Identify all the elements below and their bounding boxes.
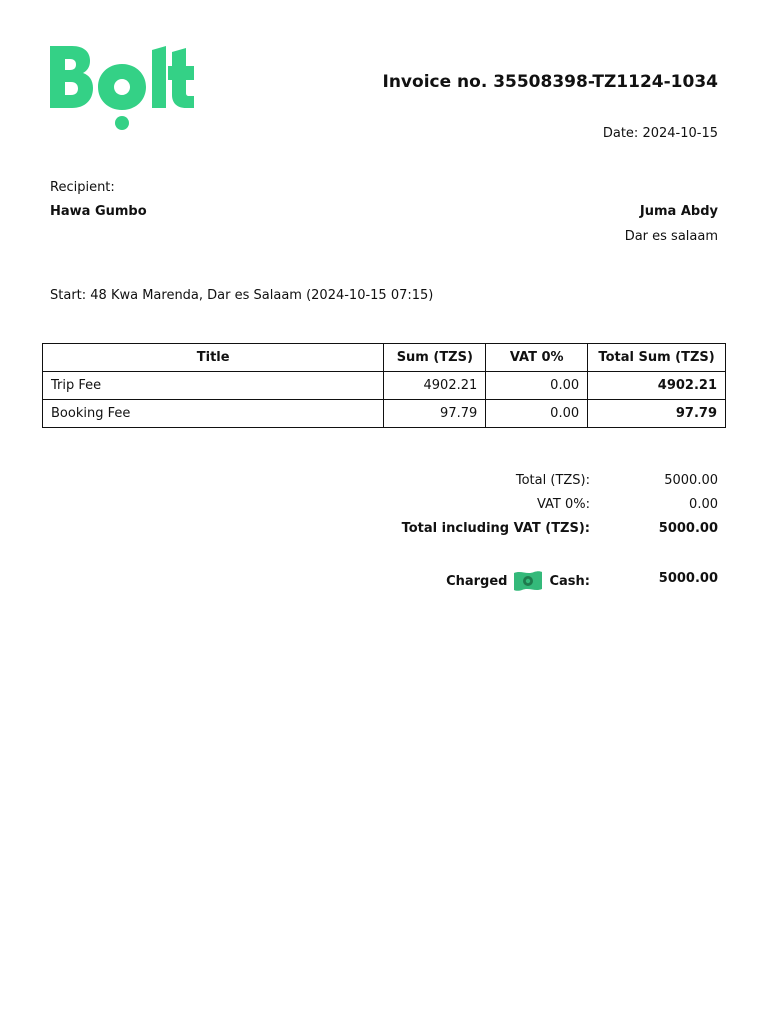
header-total-sum: Total Sum (TZS) (588, 344, 726, 372)
bolt-logo (48, 44, 194, 132)
recipient-label: Recipient: (50, 180, 115, 195)
charged-label (300, 569, 590, 593)
total-incl-vat-label: Total including VAT (TZS): (401, 520, 590, 536)
row-sum: 97.79 (384, 400, 486, 428)
driver-name: Juma Abdy (639, 204, 718, 219)
total-incl-vat-row (300, 516, 718, 540)
table-row (43, 400, 726, 428)
row-total: 4902.21 (588, 372, 726, 400)
invoice-items-table (42, 343, 726, 428)
row-vat: 0.00 (486, 400, 588, 428)
invoice-number: Invoice no. 35508398-TZ1124-1034 (382, 72, 718, 92)
vat-label: VAT 0%: (536, 496, 590, 512)
total-row (300, 468, 718, 492)
invoice-date: Date: 2024-10-15 (602, 126, 718, 141)
total-value: 5000.00 (664, 472, 718, 488)
row-title: Trip Fee (43, 372, 384, 400)
charged-row (300, 566, 718, 596)
table-row (43, 372, 726, 400)
header-title: Title (43, 344, 384, 372)
driver-city: Dar es salaam (624, 229, 718, 244)
total-incl-vat-value: 5000.00 (658, 520, 718, 536)
row-title: Booking Fee (43, 400, 384, 428)
table-header-row (43, 344, 726, 372)
vat-row (300, 492, 718, 516)
totals-summary (300, 468, 718, 540)
header-sum: Sum (TZS) (384, 344, 486, 372)
vat-value: 0.00 (689, 496, 718, 512)
recipient-name: Hawa Gumbo (50, 204, 147, 219)
row-vat: 0.00 (486, 372, 588, 400)
row-total: 97.79 (588, 400, 726, 428)
header-vat: VAT 0% (486, 344, 588, 372)
trip-start: Start: 48 Kwa Marenda, Dar es Salaam (2024-10-15 07:15) (50, 288, 434, 303)
total-label: Total (TZS): (515, 472, 590, 488)
charged-prefix: Charged (446, 573, 508, 589)
row-sum: 4902.21 (384, 372, 486, 400)
charged-method: Cash: (549, 573, 590, 589)
cash-icon (513, 569, 543, 593)
charged-value: 5000.00 (658, 570, 718, 586)
